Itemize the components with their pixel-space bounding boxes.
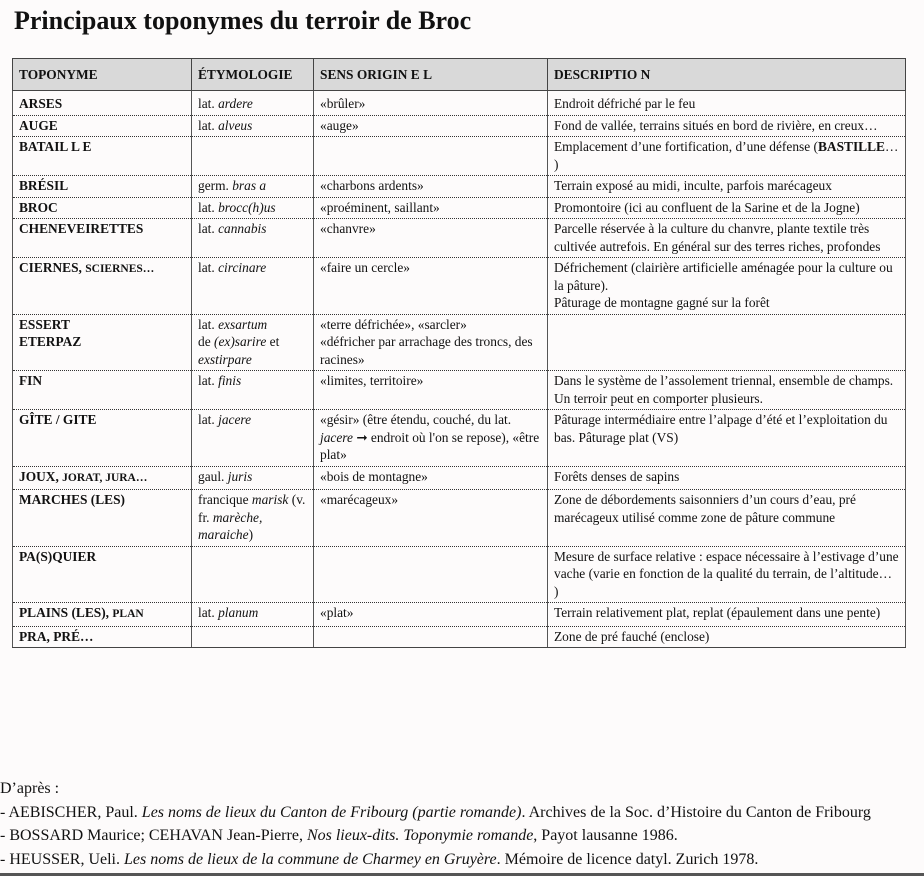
etymology-cell xyxy=(192,546,314,603)
meaning-cell: «proéminent, saillant» xyxy=(314,197,548,219)
toponym-cell: FIN xyxy=(13,371,192,410)
table-row xyxy=(13,546,906,603)
etymology-cell: francique marisk (v. fr. marèche, maraiche) xyxy=(192,490,314,547)
etymology-cell xyxy=(192,626,314,648)
description-cell: Terrain relativement plat, replat (épaulement dans une pente) xyxy=(548,603,906,627)
meaning-cell: «limites, territoire» xyxy=(314,371,548,410)
toponym-cell: GÎTE / GITE xyxy=(13,410,192,467)
header-toponyme: TOPONYME xyxy=(13,59,192,91)
toponym-cell: CHENEVEIRETTES xyxy=(13,219,192,258)
table-header-row xyxy=(13,59,906,91)
table-row xyxy=(13,466,906,490)
description-cell xyxy=(548,314,906,371)
table-row xyxy=(13,219,906,258)
arrow-icon: ➞ xyxy=(356,429,368,445)
toponym-cell: JOUX, JORAT, JURA… xyxy=(13,466,192,490)
toponym-cell: CIERNES, SCIERNES… xyxy=(13,258,192,315)
meaning-cell: «chanvre» xyxy=(314,219,548,258)
sources-intro: D’après : xyxy=(0,780,60,797)
table-row xyxy=(13,490,906,547)
description-cell: Zone de débordements saisonniers d’un cours d’eau, pré marécageux utilisé comme zone de pâture commune xyxy=(548,490,906,547)
description-cell: Pâturage intermédiaire entre l’alpage d’été et l’exploitation du bas. Pâturage plat (VS) xyxy=(548,410,906,467)
description-cell: Promontoire (ici au confluent de la Sarine et de la Jogne) xyxy=(548,197,906,219)
description-cell: Défrichement (clairière artificielle aménagée pour la culture ou la pâture). Pâturage de montagne gagné sur la forêt xyxy=(548,258,906,315)
meaning-cell: «brûler» xyxy=(314,91,548,116)
table-row xyxy=(13,197,906,219)
toponym-cell: ARSES xyxy=(13,91,192,116)
meaning-cell: «faire un cercle» xyxy=(314,258,548,315)
description-cell: Zone de pré fauché (enclose) xyxy=(548,626,906,648)
meaning-cell: «auge» xyxy=(314,115,548,137)
etymology-cell: lat. circinare xyxy=(192,258,314,315)
description-cell: Endroit défriché par le feu xyxy=(548,91,906,116)
table-row xyxy=(13,603,906,627)
header-etymologie: ÉTYMOLOGIE xyxy=(192,59,314,91)
etymology-cell: gaul. juris xyxy=(192,466,314,490)
toponym-cell: ESSERT ETERPAZ xyxy=(13,314,192,371)
meaning-cell: «gésir» (être étendu, couché, du lat. jacere ➞ endroit où l'on se repose), «être plat» xyxy=(314,410,548,467)
table-row xyxy=(13,626,906,648)
page-title: Principaux toponymes du terroir de Broc xyxy=(14,6,472,35)
etymology-cell: lat. jacere xyxy=(192,410,314,467)
sources-section xyxy=(0,777,924,871)
meaning-cell: «terre défrichée», «sarcler» «défricher par arrachage des troncs, des racines» xyxy=(314,314,548,371)
toponym-cell: PLAINS (LES), PLAN xyxy=(13,603,192,627)
meaning-cell xyxy=(314,137,548,176)
toponym-cell: BRÉSIL xyxy=(13,176,192,198)
description-cell: Forêts denses de sapins xyxy=(548,466,906,490)
meaning-cell xyxy=(314,626,548,648)
meaning-cell: «bois de montagne» xyxy=(314,466,548,490)
description-cell: Fond de vallée, terrains situés en bord de rivière, en creux… xyxy=(548,115,906,137)
etymology-cell: lat. cannabis xyxy=(192,219,314,258)
etymology-cell: lat. finis xyxy=(192,371,314,410)
toponym-cell: BATAIL L E xyxy=(13,137,192,176)
etymology-cell: lat. planum xyxy=(192,603,314,627)
source-item: - BOSSARD Maurice; CEHAVAN Jean-Pierre, Nos lieux-dits. Toponymie romande, Payot lausanne 1986. xyxy=(0,827,678,845)
meaning-cell: «plat» xyxy=(314,603,548,627)
description-cell: Emplacement d’une fortification, d’une défense (BASTILLE… ) xyxy=(548,137,906,176)
description-cell: Terrain exposé au midi, inculte, parfois marécageux xyxy=(548,176,906,198)
description-cell: Parcelle réservée à la culture du chanvre, plante textile très cultivée autrefois. En général sur des terres riches, profondes xyxy=(548,219,906,258)
table-row xyxy=(13,91,906,116)
etymology-cell: lat. exsartum de (ex)sarire et exstirpare xyxy=(192,314,314,371)
header-sens-original: SENS ORIGIN E L xyxy=(314,59,548,91)
table-row xyxy=(13,176,906,198)
etymology-cell xyxy=(192,137,314,176)
source-item: - HEUSSER, Ueli. Les noms de lieux de la commune de Charmey en Gruyère. Mémoire de licence datyl. Zurich 1978. xyxy=(0,850,759,868)
meaning-cell xyxy=(314,546,548,603)
toponym-cell: AUGE xyxy=(13,115,192,137)
etymology-cell: lat. alveus xyxy=(192,115,314,137)
table-row xyxy=(13,314,906,371)
table-row xyxy=(13,115,906,137)
header-description: DESCRIPTIO N xyxy=(548,59,906,91)
meaning-cell: «marécageux» xyxy=(314,490,548,547)
source-item: - AEBISCHER, Paul. Les noms de lieux du Canton de Fribourg (partie romande). Archives de la Soc. d’Histoire du Canton de Fribourg xyxy=(0,803,871,821)
etymology-cell: germ. bras a xyxy=(192,176,314,198)
toponym-cell: PRA, PRÉ… xyxy=(13,626,192,648)
table-row xyxy=(13,410,906,467)
etymology-cell: lat. ardere xyxy=(192,91,314,116)
table-row xyxy=(13,258,906,315)
toponym-cell: MARCHES (LES) xyxy=(13,490,192,547)
table-row xyxy=(13,137,906,176)
table-row xyxy=(13,371,906,410)
meaning-cell: «charbons ardents» xyxy=(314,176,548,198)
toponym-table xyxy=(12,58,906,648)
toponym-cell: PA(S)QUIER xyxy=(13,546,192,603)
etymology-cell: lat. brocc(h)us xyxy=(192,197,314,219)
toponym-cell: BROC xyxy=(13,197,192,219)
description-cell: Dans le système de l’assolement triennal, ensemble de champs. Un terroir peut en comporter plusieurs. xyxy=(548,371,906,410)
description-cell: Mesure de surface relative : espace nécessaire à l’estivage d’une vache (varie en fonction de la qualité du terrain, de l’altitude… ) xyxy=(548,546,906,603)
